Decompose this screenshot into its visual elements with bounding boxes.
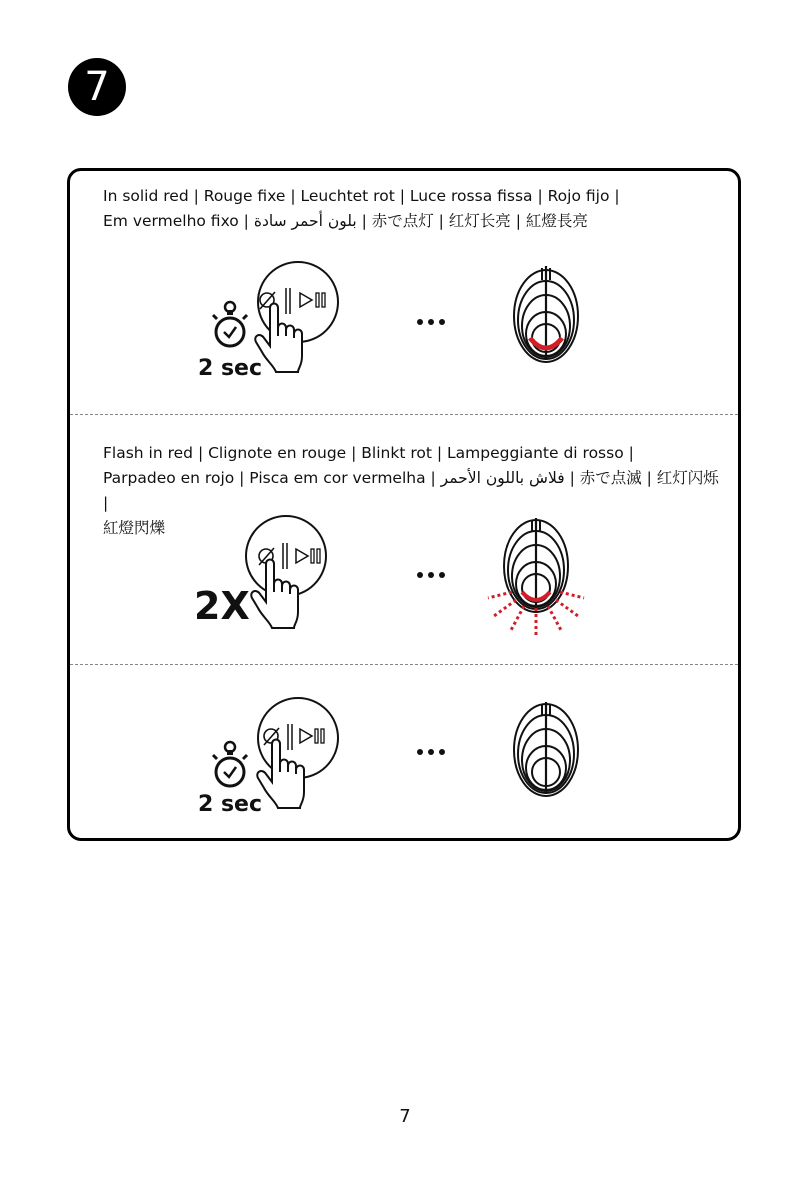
section-divider <box>70 414 738 415</box>
hold-duration-label: 2 sec <box>198 792 263 817</box>
stopwatch-icon <box>213 742 247 786</box>
ellipsis-icon <box>417 572 445 578</box>
caption-line: 紅燈閃爍 <box>103 519 166 537</box>
stopwatch-icon <box>213 302 247 346</box>
caption-line: Flash in red | Clignote en rouge | Blinkt rot | Lampeggiante di rosso | <box>103 444 634 462</box>
ellipsis-icon <box>417 749 445 755</box>
section-divider <box>70 664 738 665</box>
press-count-label: 2X <box>194 584 250 628</box>
caption-line: Em vermelho fixo | بلون أحمر سادة | 赤で点灯 | 红灯长亮 | 紅燈長亮 <box>103 212 588 230</box>
page-number: 7 <box>399 1106 411 1127</box>
hold-duration-label: 2 sec <box>198 356 263 381</box>
caption-line: Parpadeo en rojo | Pisca em cor vermelha | فلاش باللون الأحمر | 赤で点滅 | 红灯闪烁 | <box>103 469 719 512</box>
caption-line: In solid red | Rouge fixe | Leuchtet rot | Luce rossa fissa | Rojo fijo | <box>103 187 620 205</box>
flashing-red-led <box>488 592 584 638</box>
step-number-badge: 7 <box>68 58 126 116</box>
caption-solid-red <box>103 184 723 234</box>
headphone-earcup-icon <box>504 518 568 612</box>
figure-off <box>70 680 738 910</box>
headphone-earcup-icon <box>514 702 578 796</box>
ellipsis-icon <box>417 319 445 325</box>
